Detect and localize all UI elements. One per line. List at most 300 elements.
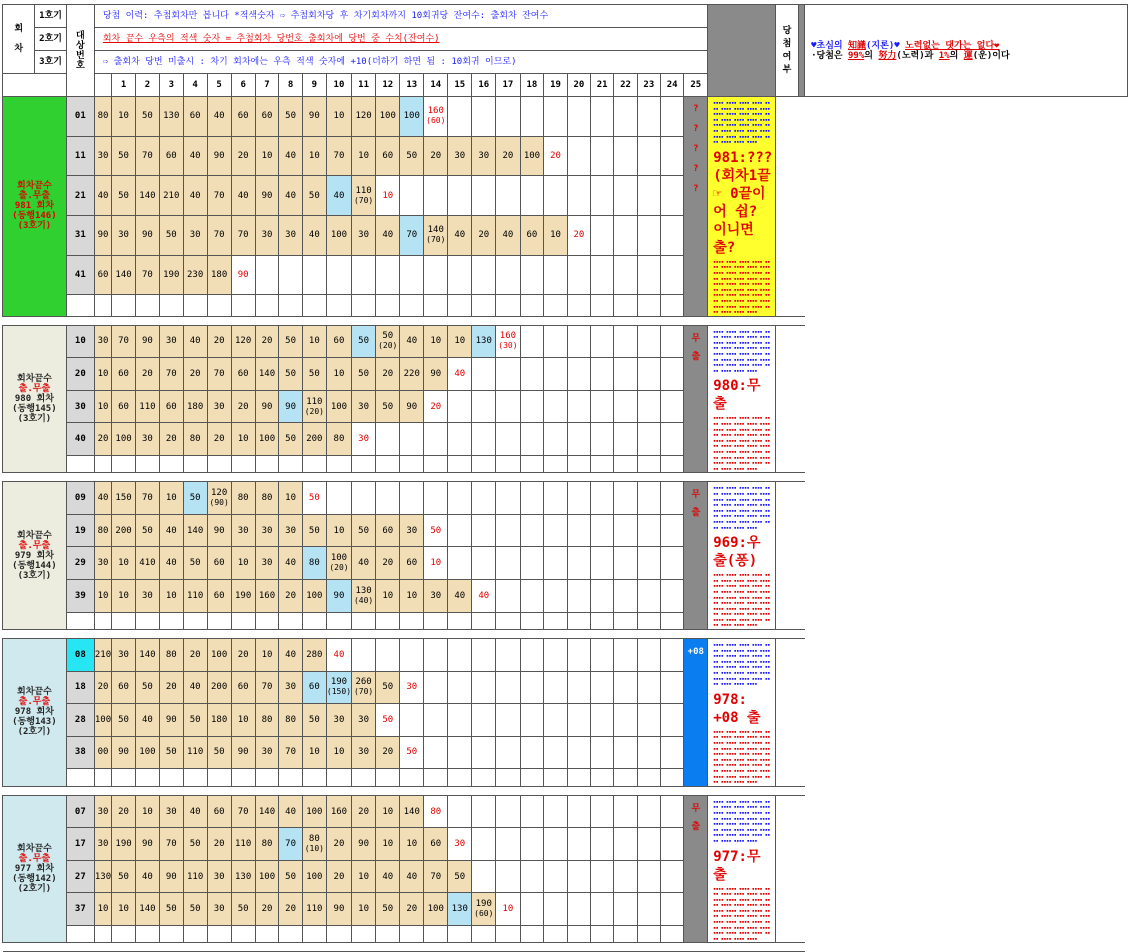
value-cell-text: 60 bbox=[382, 151, 394, 161]
value-cell-text: 30 bbox=[261, 747, 273, 758]
value-cell-sub: (40) bbox=[353, 595, 374, 605]
round-label-line: 출.무출 bbox=[18, 384, 51, 395]
value-cell-text: 130 bbox=[163, 111, 180, 122]
blank-cell bbox=[302, 455, 326, 473]
value-cell bbox=[112, 136, 136, 176]
blank-cell bbox=[183, 925, 207, 943]
value-cell bbox=[400, 795, 424, 828]
value-cell bbox=[520, 325, 544, 358]
value-cell bbox=[637, 482, 660, 515]
blank-cell bbox=[376, 769, 400, 787]
value-cell bbox=[472, 736, 496, 769]
value-cell-text: 190 bbox=[235, 590, 252, 601]
value-cell-text: 10 bbox=[358, 904, 370, 915]
value-cell bbox=[591, 325, 614, 358]
blank-cell bbox=[207, 925, 231, 943]
target-number: 31 bbox=[66, 216, 94, 256]
value-cell-text: 20 bbox=[189, 649, 201, 660]
blank-cell bbox=[614, 455, 637, 473]
value-cell-text: 30 bbox=[454, 151, 466, 161]
value-cell bbox=[472, 639, 496, 672]
value-cell bbox=[544, 514, 567, 547]
blank-cell bbox=[94, 925, 111, 943]
value-cell bbox=[400, 639, 424, 672]
win-status-header-char: 부 bbox=[782, 65, 792, 75]
value-cell bbox=[424, 325, 448, 358]
motto-line-1 bbox=[811, 41, 1121, 51]
value-cell-text: 10 bbox=[382, 190, 394, 201]
value-cell bbox=[207, 176, 231, 216]
value-cell-text: 40 bbox=[97, 493, 109, 504]
value-cell bbox=[135, 704, 159, 737]
value-cell bbox=[567, 639, 590, 672]
value-cell-text: 20 bbox=[430, 151, 442, 161]
value-cell-text: 90 bbox=[308, 111, 320, 122]
win-status-text: +08 bbox=[687, 647, 704, 658]
value-cell-text: 100 bbox=[403, 111, 420, 122]
value-cell bbox=[112, 736, 136, 769]
value-cell-text: 20 bbox=[358, 806, 370, 817]
value-cell bbox=[376, 860, 400, 893]
motto-text: 知識 bbox=[848, 40, 867, 51]
value-cell bbox=[302, 176, 326, 216]
value-cell-text: 00 bbox=[97, 747, 109, 758]
value-cell bbox=[279, 97, 302, 137]
value-cell-text: 40 bbox=[382, 871, 394, 882]
value-cell bbox=[637, 580, 660, 613]
value-cell bbox=[159, 325, 183, 358]
blank-cell bbox=[424, 295, 448, 316]
value-cell bbox=[661, 736, 684, 769]
value-cell bbox=[326, 176, 351, 216]
value-cell bbox=[326, 358, 351, 391]
value-cell-text: 40 bbox=[97, 190, 109, 201]
motto-text: 의 bbox=[949, 50, 964, 61]
value-cell bbox=[424, 423, 448, 456]
value-cell-text: 30 bbox=[141, 590, 153, 601]
value-cell-text: 60 bbox=[333, 336, 345, 347]
blank-cell bbox=[255, 612, 279, 630]
value-cell-text: 50 bbox=[382, 714, 394, 725]
column-header-21: 21 bbox=[591, 74, 614, 97]
value-cell bbox=[496, 176, 520, 216]
value-cell bbox=[614, 736, 637, 769]
value-cell bbox=[279, 893, 302, 926]
value-cell bbox=[567, 255, 590, 295]
value-cell bbox=[255, 639, 279, 672]
blank-cell bbox=[279, 295, 302, 316]
blank-cell bbox=[255, 925, 279, 943]
value-cell bbox=[448, 704, 472, 737]
value-cell bbox=[302, 828, 326, 861]
column-header-10: 10 bbox=[326, 74, 351, 97]
value-cell bbox=[302, 482, 326, 515]
value-cell bbox=[352, 176, 376, 216]
value-cell-text: 10 bbox=[97, 590, 109, 601]
value-cell bbox=[159, 704, 183, 737]
blank-cell bbox=[159, 295, 183, 316]
value-cell bbox=[614, 358, 637, 391]
value-cell bbox=[183, 482, 207, 515]
value-cell bbox=[567, 671, 590, 704]
blank-cell bbox=[302, 925, 326, 943]
value-cell-text: 60 bbox=[237, 111, 249, 122]
value-cell bbox=[255, 580, 279, 613]
motto-box bbox=[805, 5, 1128, 97]
value-cell-sub: (60) bbox=[474, 909, 494, 919]
value-cell bbox=[472, 97, 496, 137]
blank-cell bbox=[94, 455, 111, 473]
value-cell bbox=[424, 547, 448, 580]
data-row bbox=[3, 828, 1128, 861]
value-cell bbox=[448, 97, 472, 137]
blank-cell bbox=[614, 612, 637, 630]
value-cell-text: 50 bbox=[285, 111, 297, 122]
value-cell bbox=[135, 482, 159, 515]
value-cell-text: 30 bbox=[213, 904, 225, 915]
value-cell-text: 80 bbox=[333, 434, 345, 445]
value-cell bbox=[279, 390, 302, 423]
blank-cell bbox=[135, 295, 159, 316]
value-cell bbox=[112, 893, 136, 926]
value-cell bbox=[637, 390, 660, 423]
value-cell bbox=[614, 704, 637, 737]
blank-cell bbox=[448, 612, 472, 630]
value-cell-text: 10 bbox=[382, 590, 394, 601]
value-cell bbox=[544, 671, 567, 704]
value-cell bbox=[637, 547, 660, 580]
value-cell bbox=[207, 860, 231, 893]
value-cell bbox=[400, 482, 424, 515]
value-cell-text: 100 bbox=[330, 401, 348, 412]
value-cell-text: 90 bbox=[213, 151, 225, 161]
value-cell bbox=[520, 671, 544, 704]
value-cell bbox=[112, 176, 136, 216]
block-separator bbox=[3, 473, 805, 482]
blank-cell bbox=[424, 925, 448, 943]
value-cell bbox=[614, 639, 637, 672]
value-cell bbox=[159, 639, 183, 672]
value-cell bbox=[520, 390, 544, 423]
value-cell bbox=[614, 671, 637, 704]
blank-cell bbox=[231, 455, 255, 473]
value-cell-text: 90 bbox=[333, 590, 345, 601]
value-cell-text: 50 bbox=[382, 401, 394, 412]
value-cell bbox=[159, 216, 183, 256]
value-cell bbox=[472, 390, 496, 423]
blank-cell bbox=[159, 612, 183, 630]
value-cell bbox=[376, 704, 400, 737]
value-cell-text: 160 bbox=[330, 806, 348, 817]
blank-cell bbox=[352, 295, 376, 316]
value-cell bbox=[159, 482, 183, 515]
data-row bbox=[3, 255, 1128, 295]
value-cell bbox=[661, 325, 684, 358]
value-cell bbox=[637, 255, 660, 295]
data-row bbox=[3, 795, 1128, 828]
value-cell-text: 90 bbox=[237, 270, 249, 281]
value-cell bbox=[207, 97, 231, 137]
value-cell-text: 190 bbox=[163, 270, 180, 281]
value-cell bbox=[591, 514, 614, 547]
value-cell-text: 10 bbox=[237, 434, 249, 445]
blank-cell bbox=[496, 455, 520, 473]
value-cell bbox=[472, 828, 496, 861]
blank-cell bbox=[520, 612, 544, 630]
value-cell-text: 90 bbox=[165, 871, 177, 882]
value-cell-text: 40 bbox=[285, 649, 297, 660]
column-header-18: 18 bbox=[520, 74, 544, 97]
value-cell bbox=[302, 97, 326, 137]
value-cell bbox=[326, 255, 351, 295]
value-cell bbox=[279, 828, 302, 861]
value-cell bbox=[448, 893, 472, 926]
value-cell bbox=[376, 671, 400, 704]
value-cell-text: 140 bbox=[258, 806, 276, 817]
value-cell-text: 10 bbox=[382, 839, 394, 850]
value-cell bbox=[376, 828, 400, 861]
value-cell-text: 50 bbox=[189, 839, 201, 850]
value-cell bbox=[231, 325, 255, 358]
value-cell bbox=[400, 216, 424, 256]
value-cell bbox=[544, 704, 567, 737]
value-cell bbox=[231, 580, 255, 613]
value-cell-text: 80 bbox=[189, 434, 201, 445]
value-cell bbox=[424, 514, 448, 547]
series-label-3: 3호기 bbox=[35, 51, 66, 74]
value-cell bbox=[207, 423, 231, 456]
value-cell bbox=[159, 893, 183, 926]
round-label-line: (2호기) bbox=[17, 727, 52, 738]
value-cell bbox=[302, 795, 326, 828]
value-cell bbox=[112, 423, 136, 456]
value-cell-text: 100 bbox=[379, 111, 396, 122]
blank-cell bbox=[424, 612, 448, 630]
blank-cell bbox=[112, 295, 136, 316]
value-cell bbox=[376, 97, 400, 137]
target-number: 20 bbox=[66, 358, 94, 391]
value-cell bbox=[637, 423, 660, 456]
value-cell bbox=[591, 482, 614, 515]
value-cell-text: 100 bbox=[139, 747, 156, 758]
blank-cell bbox=[183, 769, 207, 787]
value-cell-text: 80 bbox=[308, 834, 320, 845]
value-cell bbox=[207, 390, 231, 423]
value-cell-sub: (90) bbox=[209, 498, 229, 508]
value-cell-text: 50 bbox=[189, 904, 201, 915]
blank-cell bbox=[326, 295, 351, 316]
value-cell-text: 90 bbox=[165, 714, 177, 725]
value-cell bbox=[520, 893, 544, 926]
column-header-4: 4 bbox=[183, 74, 207, 97]
value-cell-text: 100 bbox=[306, 871, 323, 882]
value-cell bbox=[472, 358, 496, 391]
column-header-15: 15 bbox=[448, 74, 472, 97]
value-cell bbox=[183, 639, 207, 672]
value-cell-text: 50 bbox=[165, 904, 177, 915]
value-cell bbox=[400, 828, 424, 861]
value-cell bbox=[448, 795, 472, 828]
round-label-block bbox=[3, 795, 67, 943]
value-cell bbox=[352, 580, 376, 613]
value-cell-text: 100 bbox=[330, 553, 348, 564]
value-cell-text: 50 bbox=[382, 331, 394, 342]
value-cell bbox=[591, 97, 614, 137]
column-header-13: 13 bbox=[400, 74, 424, 97]
value-cell bbox=[326, 216, 351, 256]
value-cell-text: 30 bbox=[213, 871, 225, 882]
value-cell bbox=[472, 860, 496, 893]
analysis-note bbox=[708, 325, 776, 473]
value-cell-text: 10 bbox=[118, 558, 129, 569]
blank-cell bbox=[352, 455, 376, 473]
value-cell-text: 50 bbox=[430, 525, 442, 536]
value-cell bbox=[326, 893, 351, 926]
value-cell bbox=[614, 482, 637, 515]
value-cell bbox=[231, 860, 255, 893]
value-cell-text: 50 bbox=[308, 714, 320, 725]
target-number: 27 bbox=[66, 860, 94, 893]
value-cell bbox=[448, 325, 472, 358]
value-cell-text: 90 bbox=[333, 904, 345, 915]
value-cell bbox=[112, 547, 136, 580]
blank-cell bbox=[183, 455, 207, 473]
value-cell bbox=[112, 97, 136, 137]
value-cell bbox=[135, 860, 159, 893]
analysis-note bbox=[708, 795, 776, 943]
value-cell bbox=[400, 136, 424, 176]
value-cell bbox=[135, 580, 159, 613]
value-cell bbox=[544, 325, 567, 358]
blank-cell bbox=[207, 769, 231, 787]
value-cell bbox=[352, 704, 376, 737]
value-cell bbox=[614, 423, 637, 456]
column-header-16: 16 bbox=[472, 74, 496, 97]
value-cell-text: 70 bbox=[118, 336, 129, 347]
value-cell-text: 40 bbox=[189, 190, 201, 201]
value-cell bbox=[135, 216, 159, 256]
value-cell bbox=[279, 176, 302, 216]
value-cell-text: 80 bbox=[285, 714, 297, 725]
value-cell bbox=[302, 358, 326, 391]
value-cell-text: 280 bbox=[306, 649, 323, 660]
value-cell bbox=[567, 580, 590, 613]
blank-cell bbox=[661, 925, 684, 943]
value-cell bbox=[637, 860, 660, 893]
value-cell-text: 30 bbox=[358, 401, 370, 412]
motto-text: 運 bbox=[963, 50, 973, 61]
value-cell bbox=[94, 255, 111, 295]
column-header-7: 7 bbox=[255, 74, 279, 97]
motto-text: 1% bbox=[938, 50, 950, 61]
win-status-text: 출 bbox=[691, 821, 701, 832]
value-cell bbox=[376, 423, 400, 456]
blank-cell bbox=[661, 295, 684, 316]
value-cell-text: 60 bbox=[308, 682, 320, 693]
value-cell bbox=[255, 860, 279, 893]
round-label-line: 출.무출 bbox=[18, 697, 51, 708]
blank-cell bbox=[231, 769, 255, 787]
value-cell bbox=[472, 136, 496, 176]
value-cell-text: 200 bbox=[115, 525, 132, 536]
value-cell-text: 20 bbox=[118, 806, 129, 817]
target-number-header-char: 상 bbox=[75, 40, 85, 51]
value-cell bbox=[183, 97, 207, 137]
value-cell-text: 20 bbox=[237, 401, 249, 412]
value-cell-text: 20 bbox=[237, 151, 249, 161]
value-cell-text: 130 bbox=[475, 336, 492, 347]
value-cell bbox=[614, 893, 637, 926]
data-row bbox=[3, 423, 1128, 456]
win-status-header-char: 첨 bbox=[782, 39, 792, 49]
value-cell bbox=[496, 795, 520, 828]
value-cell bbox=[326, 390, 351, 423]
value-cell bbox=[544, 482, 567, 515]
value-cell bbox=[567, 136, 590, 176]
value-cell bbox=[591, 671, 614, 704]
value-cell bbox=[376, 547, 400, 580]
value-cell-text: 40 bbox=[454, 230, 466, 241]
value-cell-text: 30 bbox=[478, 151, 490, 161]
value-cell bbox=[424, 736, 448, 769]
value-cell bbox=[207, 736, 231, 769]
value-cell-text: 190 bbox=[115, 839, 132, 850]
value-cell bbox=[94, 176, 111, 216]
round-label-line: 회차끝수 bbox=[17, 530, 52, 541]
value-cell-text: 20 bbox=[213, 839, 225, 850]
value-cell-text: 70 bbox=[333, 151, 345, 161]
notice-line-2-text: 회차 끝수 우측의 적색 숫자 = 추첨회차 당번호 출회차에 당번 중 수치(잔여수) bbox=[102, 34, 440, 44]
blank-cell bbox=[544, 769, 567, 787]
blank-cell bbox=[207, 612, 231, 630]
value-cell-text: 20 bbox=[261, 336, 273, 347]
value-cell bbox=[302, 423, 326, 456]
blank-cell bbox=[207, 455, 231, 473]
value-cell bbox=[135, 136, 159, 176]
win-status-text: ? bbox=[693, 104, 699, 114]
value-cell bbox=[183, 390, 207, 423]
blank-cell bbox=[448, 769, 472, 787]
blank-cell bbox=[376, 925, 400, 943]
value-cell bbox=[183, 423, 207, 456]
value-cell bbox=[326, 547, 351, 580]
value-cell-text: 30 bbox=[97, 839, 109, 850]
win-status-cell bbox=[684, 325, 708, 473]
value-cell bbox=[496, 580, 520, 613]
blank-cell bbox=[207, 295, 231, 316]
target-number: 08 bbox=[66, 639, 94, 672]
win-status-header bbox=[776, 5, 798, 97]
target-number: 18 bbox=[66, 671, 94, 704]
value-cell bbox=[207, 514, 231, 547]
motto-line-2 bbox=[811, 51, 1121, 61]
data-row bbox=[3, 860, 1128, 893]
value-cell-text: 50 bbox=[141, 525, 153, 536]
blank-cell bbox=[255, 455, 279, 473]
value-cell bbox=[448, 860, 472, 893]
value-cell bbox=[94, 704, 111, 737]
value-cell bbox=[544, 547, 567, 580]
value-cell bbox=[472, 423, 496, 456]
value-cell bbox=[326, 795, 351, 828]
value-cell-sub: (70) bbox=[353, 195, 374, 205]
value-cell bbox=[279, 547, 302, 580]
value-cell-text: 100 bbox=[330, 230, 348, 241]
value-cell bbox=[544, 255, 567, 295]
value-cell bbox=[279, 216, 302, 256]
value-cell-text: 70 bbox=[406, 230, 418, 241]
blank-cell bbox=[400, 769, 424, 787]
